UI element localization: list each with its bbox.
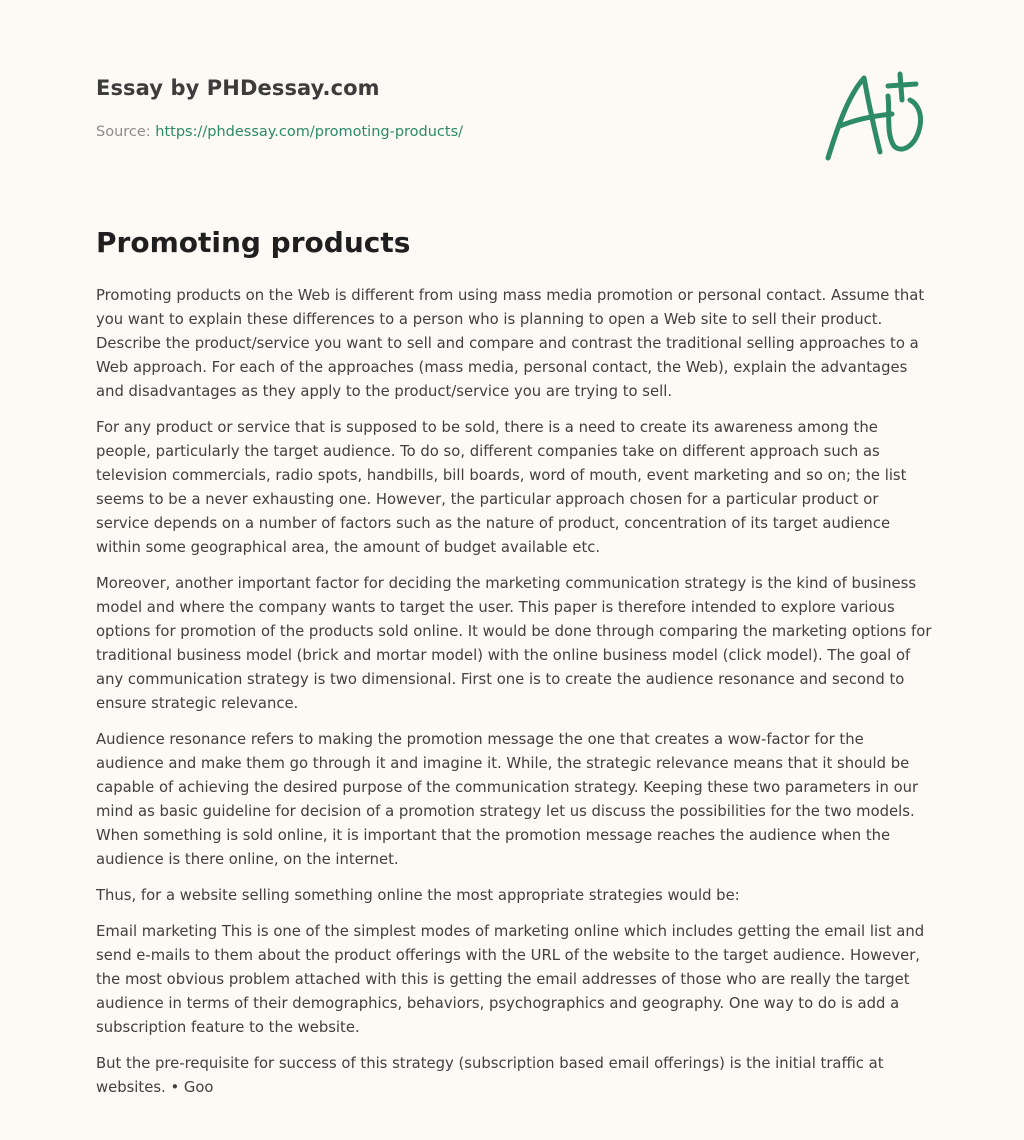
essay-body	[96, 284, 932, 1112]
paragraph: Email marketing This is one of the simplest modes of marketing online which includes getting the email list and send e-mails to them about the product offerings with the URL of the website to the target audience. However, the most obvious problem attached with this is getting the email addresses of those who are really the target audience in terms of their demographics, behaviors, psychographics and geography. One way to do is add a subscription feature to the website.	[96, 923, 925, 1036]
paragraph: Promoting products on the Web is different from using mass media promotion or personal contact. Assume that you want to explain these differences to a person who is planning to open a Web site to sell their product. Describe the product/service you want to sell and compare and contrast the traditional selling approaches to a Web approach. For each of the approaches (mass media, personal contact, the Web), explain the advantages and disadvantages as they apply to the product/service you are trying to sell.	[96, 287, 925, 400]
site-title: Essay by PHDessay.com	[96, 76, 380, 100]
paragraph: Audience resonance refers to making the promotion message the one that creates a wow-factor for the audience and make them go through it and imagine it. While, the strategic relevance means that it should be capable of achieving the desired purpose of the communication strategy. Keeping these two parameters in our mind as basic guideline for decision of a promotion strategy let us discuss the possibilities for the two models. When something is sold online, it is important that the promotion message reaches the audience when the audience is there online, on the internet.	[96, 731, 919, 868]
paragraph: For any product or service that is supposed to be sold, there is a need to create its awareness among the people, particularly the target audience. To do so, different companies take on different approach such as television commercials, radio spots, handbills, bill boards, word of mouth, event marketing and so on; the list seems to be a never exhausting one. However, the particular approach chosen for a particular product or service depends on a number of factors such as the nature of product, concentration of its target audience within some geographical area, the amount of budget available etc.	[96, 419, 907, 556]
source-link[interactable]: https://phdessay.com/promoting-products/	[155, 124, 464, 140]
source-label: Source:	[96, 124, 156, 140]
essay-title: Promoting products	[96, 226, 411, 259]
paragraph: Thus, for a website selling something online the most appropriate strategies would be:	[96, 887, 740, 904]
paragraph: But the pre-requisite for success of this strategy (subscription based email offerings) is the initial traffic at websites. • Goo	[96, 1055, 884, 1096]
paragraph: Moreover, another important factor for deciding the marketing communication strategy is the kind of business model and where the company wants to target the user. This paper is therefore intended to explore various options for promotion of the products sold online. It would be done through comparing the marketing options for traditional business model (brick and mortar model) with the online business model (click model). The goal of any communication strategy is two dimensional. First one is to create the audience resonance and second to ensure strategic relevance.	[96, 575, 932, 712]
source-line	[96, 124, 463, 140]
a-plus-logo-icon	[818, 66, 928, 166]
